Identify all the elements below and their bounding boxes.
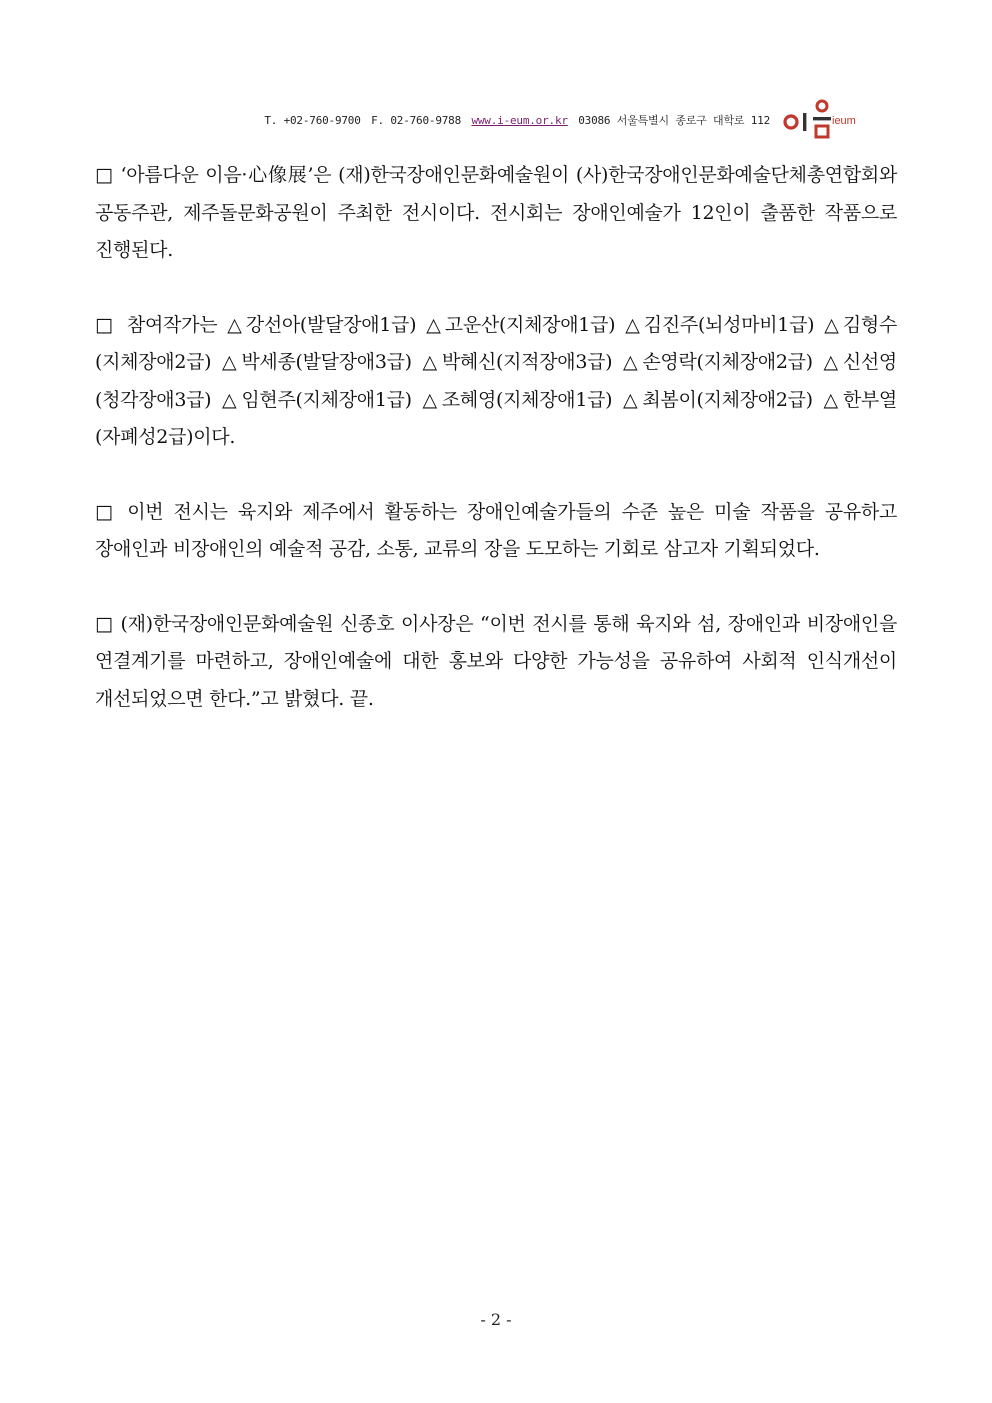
header-fax: F. 02-760-9788 <box>371 114 462 127</box>
page-number: - 2 - <box>480 1310 512 1329</box>
ieum-logo-icon <box>782 98 832 144</box>
paragraph-participating-artists: □ 참여작가는 △강선아(발달장애1급) △고운산(지체장애1급) △김진주(뇌성마비1급) △김형수(지체장애2급) △박세종(발달장애3급) △박혜신(지적장애3급) △손영락(지체장애2급) △신선영(청각장애3급) △임현주(지체장애1급) △조혜영(지체장애1급) △최봄이(지체장애2급) △한부열(자폐성2급)이다. <box>95 313 897 448</box>
header-tel: T. +02-760-9700 <box>264 114 361 127</box>
paragraph-exhibition-intro: □ ‘아름다운 이음·心像展’은 (재)한국장애인문화예술원이 (사)한국장애인문화예술단체총연합회와 공동주관, 제주돌문화공원이 주최한 전시이다. 전시회는 장애인예술가 12인이 출품한 작품으로 진행된다. <box>95 164 897 261</box>
header-address: 03086 서울특별시 종로구 대학로 112 <box>578 114 770 127</box>
logo-text: ieum <box>832 115 856 127</box>
ieum-logo <box>782 98 862 144</box>
document-body <box>95 157 897 755</box>
document-header <box>0 112 770 128</box>
header-website-link[interactable]: www.i-eum.or.kr <box>471 114 568 127</box>
paragraph-chairman-quote: □ (재)한국장애인문화예술원 신종호 이사장은 “이번 전시를 통해 육지와 섬, 장애인과 비장애인을 연결계기를 마련하고, 장애인예술에 대한 홍보와 다양한 가능성을 공유하여 사회적 인식개선이 개선되었으면 한다.”고 밝혔다. 끝. <box>95 612 897 710</box>
paragraph-exhibition-purpose: □ 이번 전시는 육지와 제주에서 활동하는 장애인예술가들의 수준 높은 미술 작품을 공유하고 장애인과 비장애인의 예술적 공감, 소통, 교류의 장을 도모하는 기회로 삼고자 기획되었다. <box>95 500 897 560</box>
